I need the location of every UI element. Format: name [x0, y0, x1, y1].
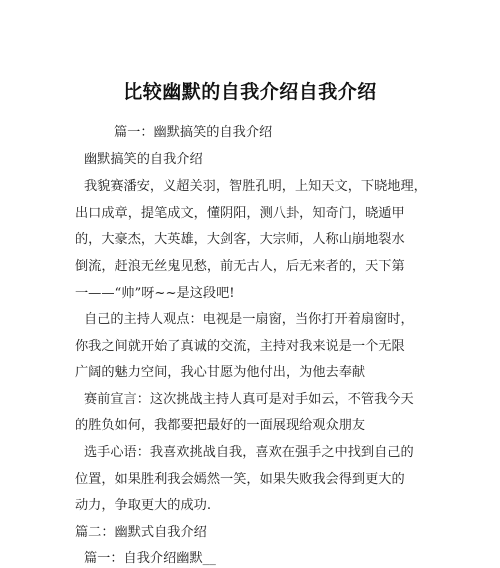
paragraph-line: 自己的主持人观点：电视是一扇窗，当你打开着扇窗时， — [84, 312, 414, 327]
document-title: 比较幽默的自我介绍自我介绍 — [123, 81, 377, 103]
paragraph-line: 篇一：幽默搞笑的自我介绍 — [114, 125, 273, 140]
paragraph-line: 的，大豪杰，大英雄，大剑客，大宗师，人称山崩地裂水 — [75, 232, 405, 247]
paragraph-line: 位置，如果胜利我会嫣然一笑，如果失败我会得到更大的 — [75, 472, 405, 487]
paragraph-line: 你我之间就开始了真诚的交流，主持对我来说是一个无限 — [75, 339, 405, 354]
section-heading: 篇二：幽默式自我介绍 — [75, 525, 207, 540]
paragraph-line: 的胜负如何，我都要把最好的一面展现给观众朋友 — [75, 418, 366, 433]
paragraph-line: 赛前宣言：这次挑战主持人真可是对手如云，不管我今天 — [84, 392, 414, 407]
paragraph-line: 幽默搞笑的自我介绍 — [84, 152, 203, 167]
paragraph-line: 一——“帅”呀~~是这段吧! — [75, 286, 235, 301]
paragraph-line: 倒流，赶浪无丝鬼见愁，前无古人，后无来者的，天下第 — [75, 259, 405, 274]
paragraph-line: 广阔的魅力空间，我心甘愿为他付出，为他去奉献 — [75, 365, 366, 380]
section-heading: 篇一：自我介绍幽默__ — [84, 551, 216, 566]
paragraph-line: 我貌赛潘安，义超关羽，智胜孔明，上知天文，下晓地理， — [84, 179, 427, 194]
paragraph-line: 出口成章，提笔成文，懂阴阳，测八卦，知奇门，晓遁甲 — [75, 206, 405, 221]
paragraph-line: 选手心语：我喜欢挑战自我，喜欢在强手之中找到自己的 — [84, 445, 414, 460]
paragraph-line: 动力，争取更大的成功. — [75, 498, 212, 513]
